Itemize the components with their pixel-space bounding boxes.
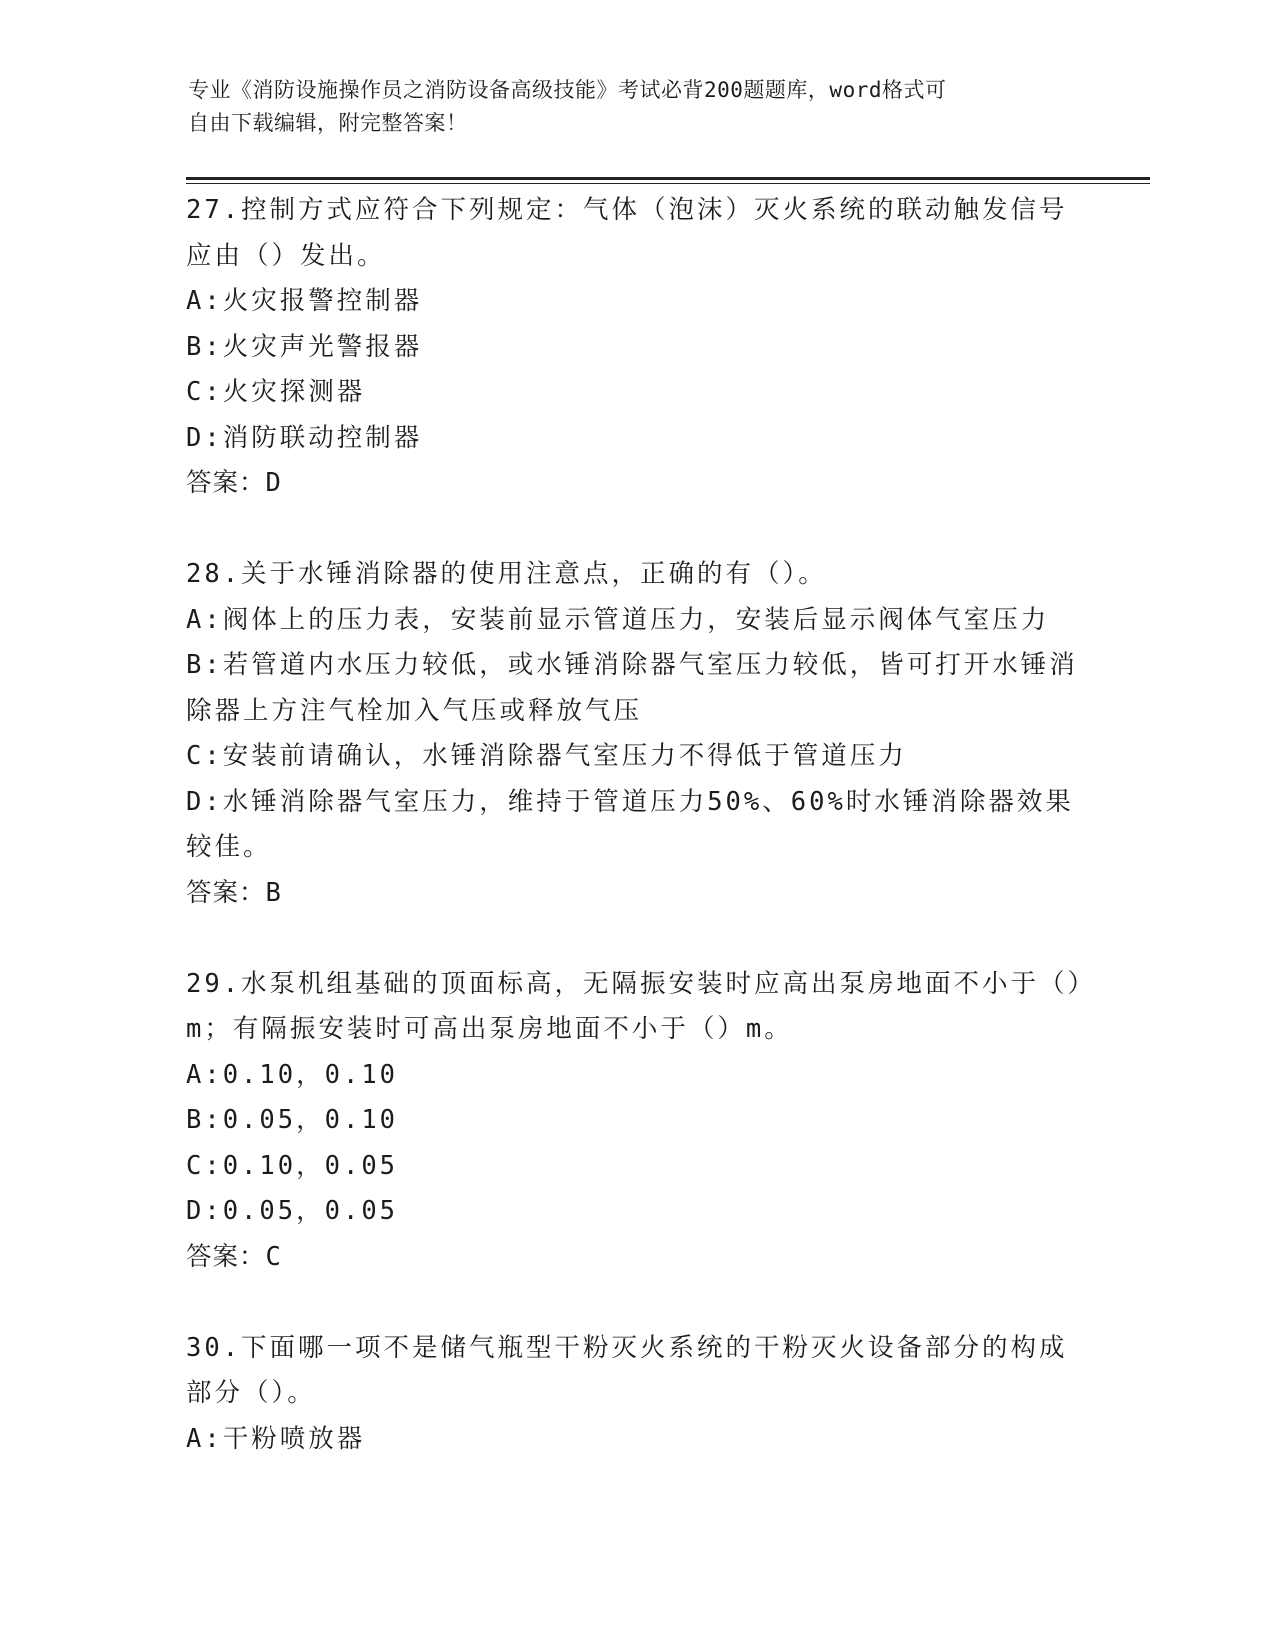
option-c: C:火灾探测器 [186, 377, 366, 407]
option-a: A:0.10，0.10 [186, 1059, 399, 1090]
document-header [188, 74, 1088, 140]
option-b: B:0.05，0.10 [186, 1105, 399, 1135]
question-stem: 30.下面哪一项不是储气瓶型干粉灭火系统的干粉灭火设备部分的构成部分（）。 [186, 1332, 1068, 1408]
question-stem: 27.控制方式应符合下列规定：气体（泡沫）灭火系统的联动触发信号应由（）发出。 [186, 195, 1068, 271]
option-a: A:干粉喷放器 [186, 1423, 366, 1454]
option-d: D:水锤消除器气室压力，维持于管道压力50%、60%时水锤消除器效果较佳。 [186, 786, 1074, 862]
question-30 [186, 1326, 1096, 1463]
option-a: A:火灾报警控制器 [186, 286, 423, 316]
question-27 [186, 188, 1096, 507]
question-stem: 28.关于水锤消除器的使用注意点，正确的有（）。 [186, 559, 827, 589]
option-d: D:0.05，0.05 [186, 1196, 399, 1226]
option-c: C:0.10，0.05 [186, 1150, 399, 1181]
question-stem: 29.水泵机组基础的顶面标高，无隔振安装时应高出泵房地面不小于（）m；有隔振安装时可高出泵房地面不小于（）m。 [186, 968, 1084, 1044]
header-line-2: 自由下载编辑，附完整答案！ [188, 111, 468, 135]
question-28 [186, 552, 1096, 916]
option-a: A:阀体上的压力表，安装前显示管道压力，安装后显示阀体气室压力 [186, 604, 1050, 635]
answer-line: 答案：B [186, 877, 282, 908]
option-c: C:安装前请确认，水锤消除器气室压力不得低于管道压力 [186, 741, 907, 771]
header-divider-thin [186, 183, 1150, 184]
header-divider-thick [186, 177, 1150, 180]
option-b: B:火灾声光警报器 [186, 331, 423, 362]
question-29 [186, 962, 1096, 1281]
option-b: B:若管道内水压力较低，或水锤消除器气室压力较低，皆可打开水锤消除器上方注气栓加入气压或释放气压 [186, 650, 1078, 726]
option-d: D:消防联动控制器 [186, 422, 423, 453]
question-list [186, 188, 1096, 1508]
header-line-1: 专业《消防设施操作员之消防设备高级技能》考试必背200题题库，word格式可 [188, 78, 947, 102]
answer-line: 答案：D [186, 468, 282, 498]
answer-line: 答案：C [186, 1241, 282, 1272]
